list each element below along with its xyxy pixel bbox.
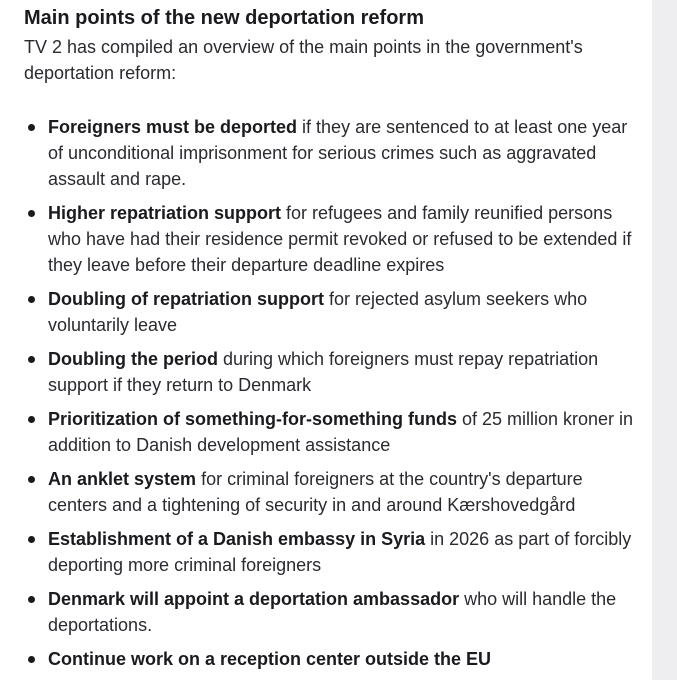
point-text: for rejected asylum seekers who voluntarily leave: [48, 289, 588, 335]
list-item: [24, 646, 636, 672]
list-item: [24, 466, 636, 518]
list-item: [24, 114, 636, 192]
bullet-icon: [28, 416, 35, 423]
point-text: of 25 million kroner in addition to Danish development assistance: [48, 409, 634, 455]
bullet-icon: [28, 476, 35, 483]
list-item: [24, 200, 636, 278]
point-text: who will handle the deportations.: [48, 589, 617, 635]
point-text: for refugees and family reunified persons who have had their residence permit revoked or refused to be extended if they leave before their departure deadline expires: [48, 203, 632, 275]
point-lead: Denmark will appoint a deportation ambassador: [48, 589, 460, 609]
article-intro: TV 2 has compiled an overview of the main points in the government's deportation reform:: [24, 37, 583, 83]
list-item: [24, 346, 636, 398]
bullet-icon: [28, 356, 35, 363]
bullet-icon: [28, 536, 35, 543]
point-lead: An anklet system: [48, 469, 197, 489]
point-text: in 2026 as part of forcibly deporting more criminal foreigners: [48, 529, 632, 575]
bullet-icon: [28, 210, 35, 217]
point-lead: Higher repatriation support: [48, 203, 282, 223]
point-lead: Establishment of a Danish embassy in Syria: [48, 529, 426, 549]
bullet-icon: [28, 596, 35, 603]
article-title: Main points of the new deportation reform: [24, 7, 424, 29]
point-text: during which foreigners must repay repatriation support if they return to Denmark: [48, 349, 599, 395]
point-lead: Foreigners must be deported: [48, 117, 303, 137]
point-text: if they are sentenced to at least one year of unconditional imprisonment for serious crimes such as aggravated assault and rape.: [48, 117, 628, 189]
bullet-icon: [28, 124, 35, 131]
main-points-list: [24, 114, 636, 672]
list-item: [24, 586, 636, 638]
list-item: [24, 526, 636, 578]
bullet-icon: [28, 656, 35, 663]
point-lead: Doubling of repatriation support: [48, 289, 324, 309]
point-lead: Continue work on a reception center outside the EU: [48, 649, 492, 669]
bullet-icon: [28, 296, 35, 303]
point-lead: Prioritization of something-for-something funds: [48, 409, 457, 429]
list-item: [24, 286, 636, 338]
point-text: for criminal foreigners at the country's departure centers and a tightening of security in and around Kærshovedgård: [48, 469, 583, 515]
list-item: [24, 406, 636, 458]
point-lead: Doubling the period: [48, 349, 218, 369]
